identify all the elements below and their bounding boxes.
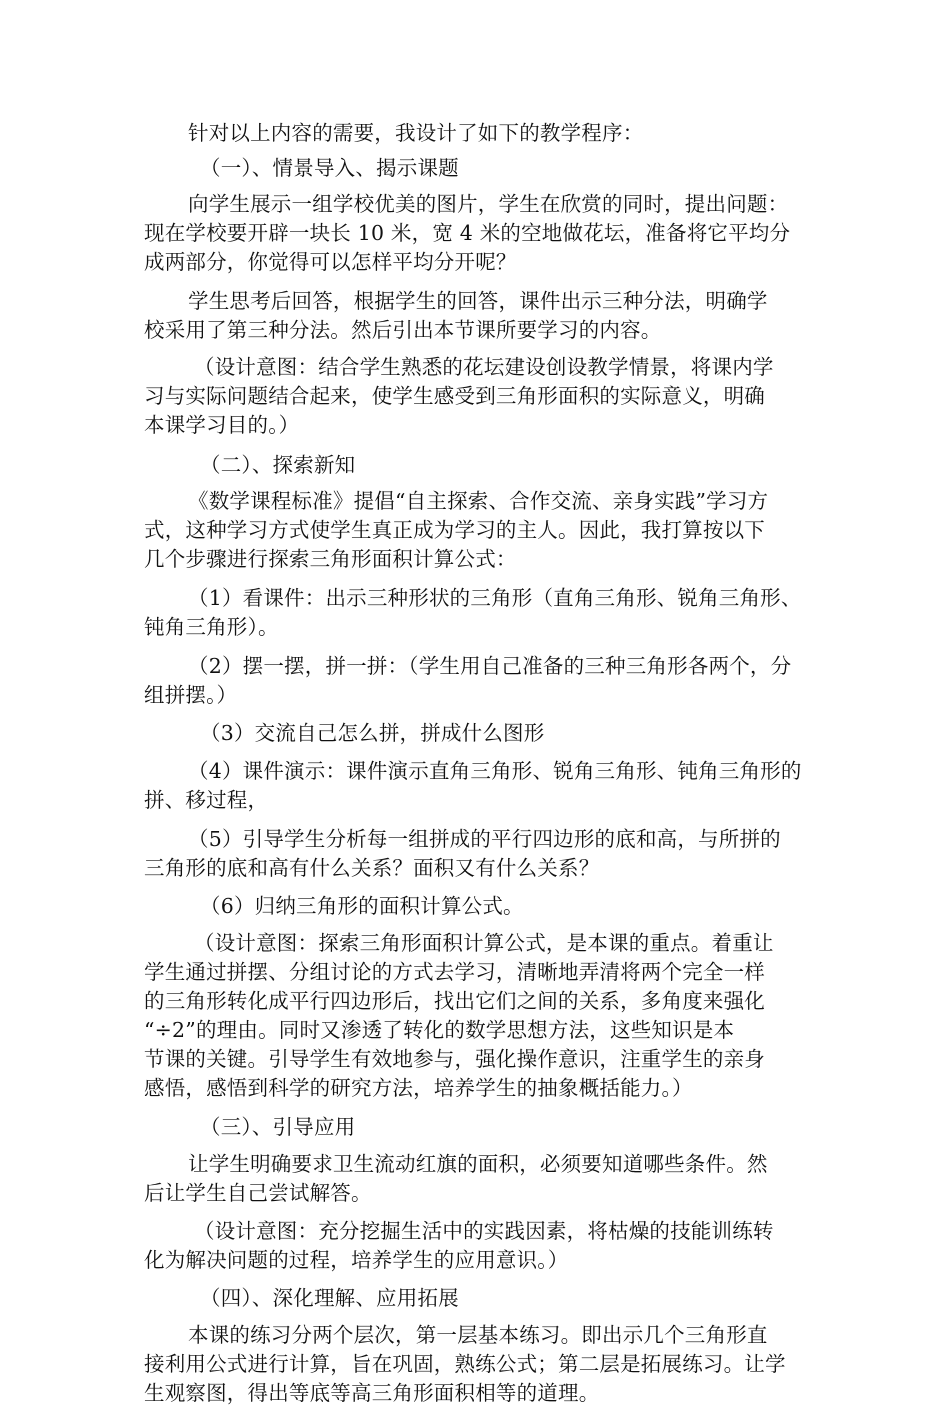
- text-line: 式，这种学习方式使学生真正成为学习的主人。因此，我打算按以下: [144, 518, 765, 542]
- section-heading-2: （二）、探索新知: [200, 453, 356, 477]
- text-line: 本课学习目的。）: [144, 413, 300, 437]
- text-line: （6）归纳三角形的面积计算公式。: [200, 894, 524, 918]
- text-line: 几个步骤进行探索三角形面积计算公式：: [144, 547, 517, 571]
- text-line: 三角形的底和高有什么关系？面积又有什么关系？: [144, 856, 600, 880]
- text-line: （2）摆一摆，拼一拼：（学生用自己准备的三种三角形各两个，分: [188, 654, 792, 678]
- text-line: （设计意图：充分挖掘生活中的实践因素，将枯燥的技能训练转: [194, 1219, 774, 1243]
- text-line: 《数学课程标准》提倡“自主探索、合作交流、亲身实践”学习方: [188, 489, 769, 513]
- text-line: 生观察图，得出等底等高三角形面积相等的道理。: [144, 1381, 600, 1405]
- section-heading-4: （四）、深化理解、应用拓展: [200, 1286, 459, 1310]
- text-line: 拼、移过程，: [144, 788, 269, 812]
- text-line: 校采用了第三种分法。然后引出本节课所要学习的内容。: [144, 318, 662, 342]
- text-line: （设计意图：结合学生熟悉的花坛建设创设教学情景，将课内学: [194, 355, 774, 379]
- text-line: 感悟，感悟到科学的研究方法，培养学生的抽象概括能力。）: [144, 1076, 693, 1100]
- text-line: （5）引导学生分析每一组拼成的平行四边形的底和高，与所拼的: [188, 827, 781, 851]
- text-line: 针对以上内容的需要，我设计了如下的教学程序：: [188, 121, 644, 145]
- text-line: 后让学生自己尝试解答。: [144, 1181, 372, 1205]
- text-line: （设计意图：探索三角形面积计算公式，是本课的重点。着重让: [194, 931, 774, 955]
- text-line: 让学生明确要求卫生流动红旗的面积，必须要知道哪些条件。然: [188, 1152, 768, 1176]
- text-line: （4）课件演示：课件演示直角三角形、锐角三角形、钝角三角形的: [188, 759, 802, 783]
- text-line: 向学生展示一组学校优美的图片，学生在欣赏的同时，提出问题：: [188, 192, 789, 216]
- text-line: （1）看课件：出示三种形状的三角形（直角三角形、锐角三角形、: [188, 586, 802, 610]
- text-line: 学生思考后回答，根据学生的回答，课件出示三种分法，明确学: [188, 289, 768, 313]
- text-line: 的三角形转化成平行四边形后，找出它们之间的关系，多角度来强化: [144, 989, 765, 1013]
- text-line: 习与实际问题结合起来，使学生感受到三角形面积的实际意义，明确: [144, 384, 765, 408]
- text-line: 节课的关键。引导学生有效地参与，强化操作意识，注重学生的亲身: [144, 1047, 765, 1071]
- text-line: 本课的练习分两个层次，第一层基本练习。即出示几个三角形直: [188, 1323, 768, 1347]
- text-line: 现在学校要开辟一块长 10 米，宽 4 米的空地做花坛，准备将它平均分: [144, 221, 791, 245]
- text-line: 接利用公式进行计算，旨在巩固，熟练公式；第二层是拓展练习。让学: [144, 1352, 786, 1376]
- section-heading-3: （三）、引导应用: [200, 1115, 356, 1139]
- text-line: 成两部分，你觉得可以怎样平均分开呢？: [144, 250, 517, 274]
- text-line: 组拼摆。）: [144, 683, 238, 707]
- text-line: “÷2”的理由。同时又渗透了转化的数学思想方法，这些知识是本: [144, 1018, 735, 1042]
- text-line: （3）交流自己怎么拼，拼成什么图形: [200, 721, 545, 745]
- section-heading-1: （一）、情景导入、揭示课题: [200, 156, 459, 180]
- text-line: 钝角三角形）。: [144, 615, 279, 639]
- text-line: 化为解决问题的过程，培养学生的应用意识。）: [144, 1248, 569, 1272]
- text-line: 学生通过拼摆、分组讨论的方式去学习，清晰地弄清将两个完全一样: [144, 960, 765, 984]
